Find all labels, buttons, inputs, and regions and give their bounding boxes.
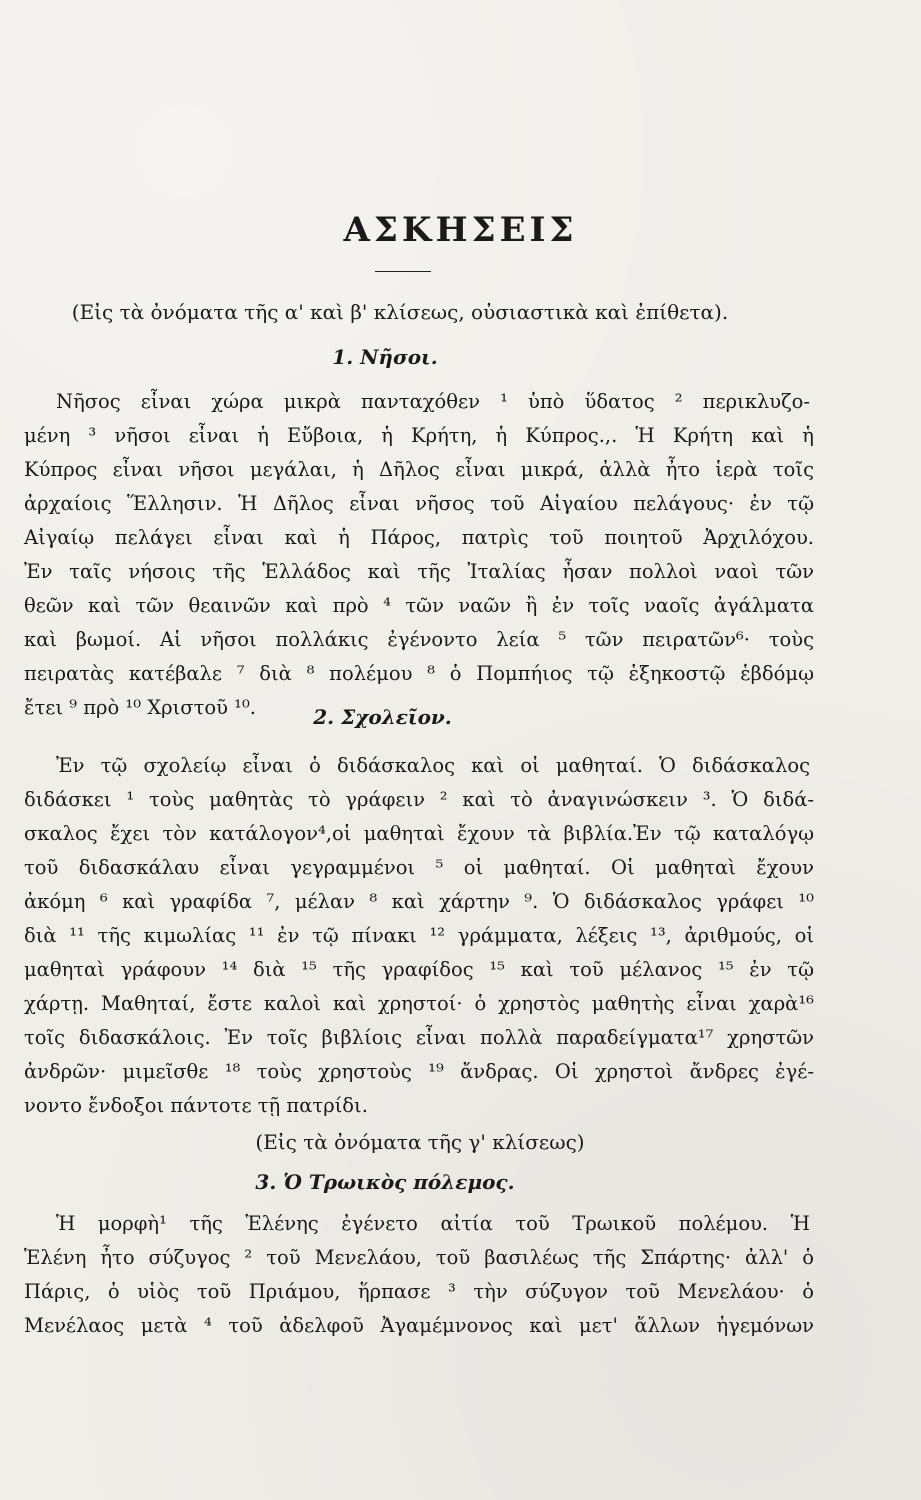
text-line: μένη ³ νῆσοι εἶναι ἡ Εὔβοια, ἡ Κρήτη, ἡ Κύπρος.,. Ἡ Κρήτη καὶ ἡ [24, 424, 814, 447]
section-heading: 2. Σχολεῖον. [313, 705, 452, 729]
text-line: Νῆσος εἶναι χώρα μικρὰ πανταχόθεν ¹ ὑπὸ ὕδατος ² περικλυζο- [56, 390, 810, 413]
text-line: διδάσκει ¹ τοὺς μαθητὰς τὸ γράφειν ² καὶ τὸ ἀναγινώσκειν ³. Ὁ διδά- [24, 788, 814, 811]
title-rule [375, 271, 431, 272]
text-line: σκαλος ἔχει τὸν κατάλογον⁴,οἱ μαθηταὶ ἔχουν τὰ βιβλία.Ἐν τῷ καταλόγῳ [24, 822, 814, 845]
section-heading: 3. Ὁ Τρωικὸς πόλεμος. [255, 1170, 515, 1194]
text-line: Ἐν ταῖς νήσοις τῆς Ἑλλάδος καὶ τῆς Ἰταλίας ἦσαν πολλοὶ ναοὶ τῶν [24, 560, 814, 583]
text-line: τοῦ διδασκάλαυ εἶναι γεγραμμένοι ⁵ οἱ μαθηταί. Οἱ μαθηταὶ ἔχουν [24, 856, 814, 879]
text-line: Ἡ μορφὴ¹ τῆς Ἑλένης ἐγένετο αἰτία τοῦ Τρωικοῦ πολέμου. Ἡ [56, 1212, 810, 1235]
page-title: ΑΣΚΗΣΕΙΣ [343, 210, 578, 250]
text-line: ἀνδρῶν· μιμεῖσθε ¹⁸ τοὺς χρηστοὺς ¹⁹ ἄνδρας. Οἱ χρηστοὶ ἄνδρες ἐγέ- [24, 1060, 814, 1083]
text-line: μαθηταὶ γράφουν ¹⁴ διὰ ¹⁵ τῆς γραφίδος ¹⁵ καὶ τοῦ μέλανος ¹⁵ ἐν τῷ [24, 958, 814, 981]
text-line: Ἑλένη ἦτο σύζυγος ² τοῦ Μενελάου, τοῦ βασιλέως τῆς Σπάρτης· ἀλλ' ὁ [24, 1246, 814, 1269]
text-line: ἔτει ⁹ πρὸ ¹⁰ Χριστοῦ ¹⁰. [24, 696, 256, 719]
text-line: τοῖς διδασκάλοις. Ἐν τοῖς βιβλίοις εἶναι πολλὰ παραδείγματα¹⁷ χρηστῶν [24, 1026, 814, 1049]
text-line: θεῶν καὶ τῶν θεαινῶν καὶ πρὸ ⁴ τῶν ναῶν ἢ ἐν τοῖς ναοῖς ἀγάλματα [24, 594, 814, 617]
text-line: διὰ ¹¹ τῆς κιμωλίας ¹¹ ἐν τῷ πίνακι ¹² γράμματα, λέξεις ¹³, ἀριθμούς, οἱ [24, 924, 814, 947]
text-line: καὶ βωμοί. Αἱ νῆσοι πολλάκις ἐγένοντο λεία ⁵ τῶν πειρατῶν⁶· τοὺς [24, 628, 814, 651]
text-line: ἀρχαίοις Ἕλλησιν. Ἡ Δῆλος εἶναι νῆσος τοῦ Αἰγαίου πελάγους· ἐν τῷ [24, 492, 814, 515]
text-line: χάρτῃ. Μαθηταί, ἔστε καλοὶ καὶ χρηστοί· ὁ χρηστὸς μαθητὴς εἶναι χαρὰ¹⁶ [24, 992, 814, 1015]
text-line: νοντο ἔνδοξοι πάντοτε τῇ πατρίδι. [24, 1094, 368, 1117]
text-line: Μενέλαος μετὰ ⁴ τοῦ ἀδελφοῦ Ἀγαμέμνονος καὶ μετ' ἄλλων ἡγεμόνων [24, 1314, 814, 1337]
subtitle: (Εἰς τὰ ὀνόματα τῆς α' καὶ β' κλίσεως, οὐσιαστικὰ καὶ ἐπίθετα). [71, 300, 729, 324]
text-line: Κύπρος εἶναι νῆσοι μεγάλαι, ἡ Δῆλος εἶναι μικρά, ἀλλὰ ἦτο ἱερὰ τοῖς [24, 458, 814, 481]
text-line: Αἰγαίῳ πελάγει εἶναι καὶ ἡ Πάρος, πατρὶς τοῦ ποιητοῦ Ἀρχιλόχου. [24, 526, 814, 549]
text-line: Ἐν τῷ σχολείῳ εἶναι ὁ διδάσκαλος καὶ οἱ μαθηταί. Ὁ διδάσκαλος [56, 754, 810, 777]
text-line: Πάρις, ὁ υἱὸς τοῦ Πριάμου, ἥρπασε ³ τὴν σύζυγον τοῦ Μενελάου· ὁ [24, 1280, 814, 1303]
subtitle: (Εἰς τὰ ὀνόματα τῆς γ' κλίσεως) [255, 1130, 585, 1154]
text-line: πειρατὰς κατέβαλε ⁷ διὰ ⁸ πολέμου ⁸ ὁ Πομπήιος τῷ ἑξηκοστῷ ἑβδόμῳ [24, 662, 814, 685]
text-line: ἀκόμη ⁶ καὶ γραφίδα ⁷, μέλαν ⁸ καὶ χάρτην ⁹. Ὁ διδάσκαλος γράφει ¹⁰ [24, 890, 814, 913]
section-heading: 1. Νῆσοι. [332, 345, 438, 369]
